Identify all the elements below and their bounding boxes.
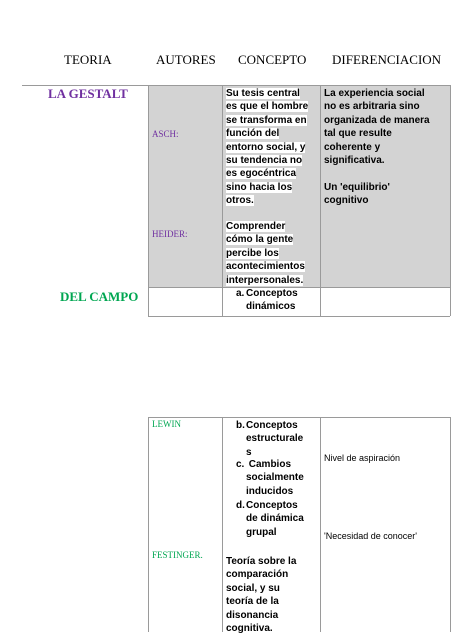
concept-festinger: [226, 555, 296, 635]
diferenciacion-gestalt-line: organizada de manera: [324, 114, 430, 126]
diferenciacion-gestalt-line: La experiencia social: [324, 88, 425, 99]
header-concepto: CONCEPTO: [238, 52, 307, 67]
concept-heider: [226, 220, 305, 287]
diferenciacion-gestalt: [324, 87, 430, 167]
concept-festinger-line: Teoría sobre la: [226, 556, 297, 567]
header-teoria: TEORIA: [64, 52, 112, 67]
concept-asch-line: función del: [226, 128, 280, 140]
list-marker: c.: [236, 459, 245, 470]
theory-del-campo: DEL CAMPO: [60, 289, 139, 304]
table1-bottom-border: [148, 316, 450, 317]
concept-asch-line: su tendencia no: [226, 155, 303, 167]
concept-festinger-line: teoría de la: [226, 596, 279, 608]
author-festinger: FESTINGER.: [152, 550, 203, 560]
concept-festinger-line: disonancia: [226, 609, 279, 621]
theory-gestalt: LA GESTALT: [48, 86, 128, 101]
concept-a-text: [246, 287, 298, 314]
concept-asch-line: sino hacia los: [226, 181, 293, 193]
concept-asch-line: es que el hombre: [226, 101, 309, 113]
table1-vline-4: [450, 85, 451, 316]
table1-vline-3: [320, 85, 321, 316]
list-item-text: [246, 499, 304, 539]
diferenciacion-gestalt-line: tal que resulte: [324, 128, 392, 140]
diferenciacion-necesidad: 'Necesidad de conocer': [324, 531, 417, 541]
diferenciacion-gestalt-line: no es arbitraria sino: [324, 101, 420, 113]
list-item-line: Conceptos: [246, 420, 298, 431]
table1-row-divider: [148, 287, 450, 288]
list-marker: b.: [236, 420, 245, 431]
concept-heider-line: percibe los: [226, 247, 279, 259]
concept-asch-line: otros.: [226, 195, 254, 207]
author-asch: ASCH:: [152, 129, 179, 139]
diferenciacion-gestalt-line: coherente y: [324, 141, 381, 153]
concept-heider-line: cómo la gente: [226, 234, 294, 246]
concept-asch-line: Su tesis central: [226, 88, 300, 99]
header-autores: AUTORES: [156, 52, 216, 67]
author-heider: HEIDER:: [152, 229, 188, 239]
list-item-line: Conceptos: [246, 500, 298, 511]
diferenciacion-gestalt-line: significativa.: [324, 155, 385, 167]
table2-vline-1: [148, 417, 149, 632]
table1-vline-1: [148, 85, 149, 316]
concept-asch-line: se transforma en: [226, 114, 307, 126]
header-diferenciacion: DIFERENCIACION: [332, 52, 442, 67]
list-item-line: de dinámica: [246, 513, 304, 525]
list-marker: d.: [236, 500, 245, 511]
table2-vline-4: [450, 417, 451, 632]
table2-top-border: [148, 417, 450, 418]
concept-festinger-line: social, y su: [226, 582, 280, 594]
list-marker-a: a.: [236, 288, 245, 299]
list-item-line: estructurale: [246, 433, 304, 445]
table2-vline-3: [320, 417, 321, 632]
list-item-line: s: [246, 446, 252, 458]
concept-festinger-line: comparación: [226, 569, 289, 581]
concept-a-line: Conceptos: [246, 288, 298, 299]
concept-heider-line: interpersonales.: [226, 274, 304, 286]
list-item-line: socialmente: [246, 472, 304, 484]
concept-asch-line: entorno social, y: [226, 141, 306, 153]
author-lewin: LEWIN: [152, 419, 181, 429]
list-item-line: inducidos: [246, 485, 294, 497]
diferenciacion-equilibrio-line: Un 'equilibrio': [324, 182, 390, 193]
list-item-text: [246, 458, 304, 498]
diferenciacion-equilibrio-line: cognitivo: [324, 195, 369, 207]
list-item-text: [246, 419, 303, 459]
concept-asch: [226, 87, 308, 208]
concept-asch-line: es egocéntrica: [226, 168, 297, 180]
diferenciacion-nivel: Nivel de aspiración: [324, 453, 401, 463]
list-item-line: grupal: [246, 526, 277, 538]
diferenciacion-equilibrio: [324, 181, 390, 208]
concept-heider-line: Comprender: [226, 221, 286, 232]
concept-heider-line: acontecimientos: [226, 261, 305, 273]
concept-festinger-line: cognitiva.: [226, 623, 273, 635]
table1-vline-2: [222, 85, 223, 316]
list-item-line: Cambios: [246, 459, 292, 470]
table2-vline-2: [222, 417, 223, 632]
concept-a-line: dinámicos: [246, 301, 296, 313]
